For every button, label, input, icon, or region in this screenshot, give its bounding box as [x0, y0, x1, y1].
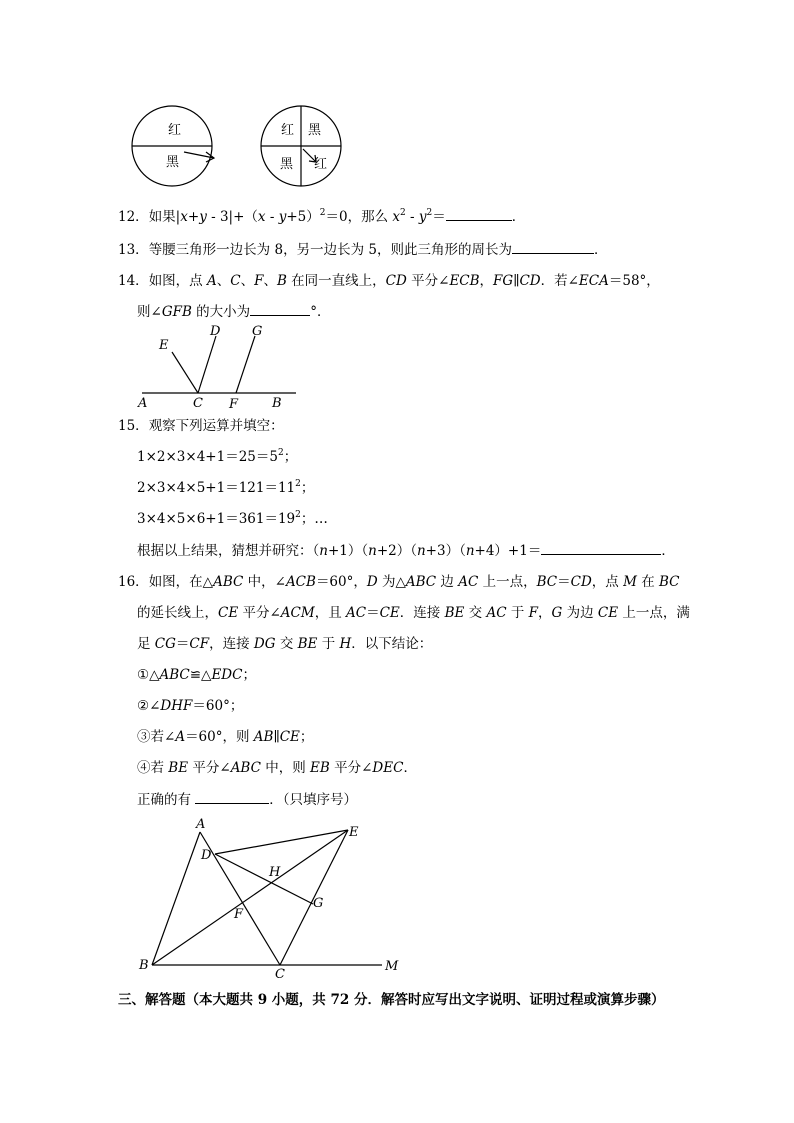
figure-16	[130, 808, 420, 984]
answer-blank-14[interactable]	[250, 302, 310, 316]
answer-blank-12[interactable]	[446, 207, 512, 221]
fig14-label-A: A	[138, 396, 148, 411]
question-15-title: 15．观察下列运算并填空：	[118, 418, 284, 434]
spinner-right-label-tl: 红	[281, 123, 295, 138]
spinner-right-label-br: 红	[314, 157, 328, 172]
fig14-label-G: G	[252, 324, 263, 339]
spinner-left-label-top: 红	[168, 123, 182, 138]
question-15-conjecture: 根据以上结果，猜想并研究：（n+1）（n+2）（n+3）（n+4）+1＝ ．	[137, 543, 675, 559]
question-16-option-2: ②∠DHF＝60°；	[137, 698, 244, 714]
fig16-label-M: M	[385, 959, 399, 974]
answer-blank-16[interactable]	[195, 790, 269, 804]
spinner-left	[132, 106, 214, 186]
fig16-label-C: C	[275, 967, 285, 982]
question-16-line-1: 16．如图，在△ABC 中，∠ACB＝60°，D 为△ABC 边 AC 上一点，BC＝CD，点 M 在 BC	[118, 574, 680, 590]
question-12: 12．如果$|x+y - 3|+(x - y+5)^2=0$，那么 $x^2 - y^2=$ ．	[118, 208, 526, 225]
question-14-line-2: 则∠GFB 的大小为 °．	[137, 304, 331, 320]
question-14-line-1: 14．如图，点 A、C、F、B 在同一直线上，CD 平分∠ECB，FG∥CD．若∠ECA＝58°，	[118, 273, 660, 289]
question-15-row-1: $1\times 2\times 3\times 4+1=25=5^2$；	[137, 448, 298, 465]
question-16-option-4: ④若 BE 平分∠ABC 中，则 EB 平分∠DEC．	[137, 760, 417, 776]
question-16-line-2: 的延长线上，CE 平分∠ACM，且 AC＝CE．连接 BE 交 AC 于 F，G 为边 CE 上一点，满	[137, 605, 690, 621]
fig14-label-B: B	[272, 396, 282, 411]
figure-14	[130, 320, 310, 412]
question-13: 13．等腰三角形一边长为 8，另一边长为 5，则此三角形的周长为 ．	[118, 242, 608, 258]
spinner-right-label-tr: 黑	[308, 123, 322, 138]
spinner-left-label-bottom: 黑	[166, 155, 180, 170]
question-16-answer: 正确的有 ．（只填序号）	[137, 792, 358, 808]
fig16-label-H: H	[269, 865, 281, 880]
fig16-label-G: G	[313, 896, 324, 911]
question-15-row-3: $3\times 4\times 5\times 6+1=361=19^2$；…	[137, 510, 328, 527]
question-16-option-1: ①△ABC≌△EDC；	[137, 667, 256, 683]
fig14-label-D: D	[210, 324, 221, 339]
fig16-label-F: F	[234, 907, 244, 922]
fig16-label-D: D	[201, 848, 212, 863]
fig14-label-C: C	[193, 396, 203, 411]
fig14-label-E: E	[159, 338, 169, 353]
fig14-label-F: F	[229, 397, 239, 412]
answer-blank-15[interactable]	[541, 541, 661, 555]
spinner-right-label-bl: 黑	[280, 157, 294, 172]
question-15-row-2: $2\times 3\times 4\times 5+1=121=11^2$；	[137, 479, 315, 496]
answer-blank-13[interactable]	[512, 240, 594, 254]
section-3-heading: 三、解答题（本大题共 9 小题，共 72 分．解答时应写出文字说明、证明过程或演算步骤）	[118, 992, 665, 1008]
question-16-option-3: ③若∠A＝60°，则 AB∥CE；	[137, 729, 314, 745]
fig16-label-B: B	[139, 958, 149, 973]
spinners-figure	[130, 104, 360, 192]
fig16-label-E: E	[349, 825, 359, 840]
fig16-label-A: A	[196, 817, 206, 832]
question-16-line-3: 足 CG＝CF，连接 DG 交 BE 于 H．以下结论：	[137, 636, 433, 652]
spinner-right	[261, 106, 341, 186]
